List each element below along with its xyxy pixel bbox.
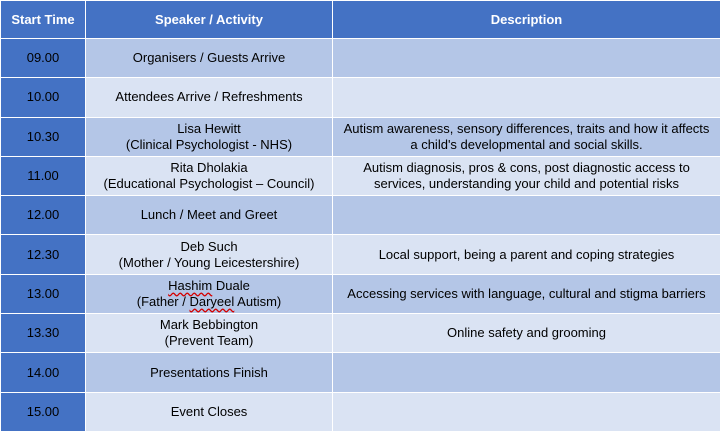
- description-cell: [333, 117, 720, 156]
- speaker-activity-cell: [86, 392, 333, 431]
- table-row: [1, 78, 720, 117]
- description-line: Online safety and grooming: [447, 325, 606, 341]
- speaker-activity-cell: [86, 314, 333, 353]
- start-time-cell: 10.30: [1, 117, 86, 156]
- start-time-cell: 12.30: [1, 235, 86, 274]
- header-start-time: Start Time: [1, 1, 86, 39]
- speaker-activity-cell: [86, 274, 333, 313]
- description-cell: [333, 235, 720, 274]
- description-cell: [333, 353, 720, 392]
- speaker-line: Hashim Duale: [168, 277, 250, 293]
- table-row: [1, 353, 720, 392]
- description-line: Accessing services with language, cultural and stigma barriers: [347, 285, 706, 301]
- speaker-line: (Prevent Team): [164, 333, 254, 349]
- start-time-cell: 12.00: [1, 196, 86, 235]
- description-cell: [333, 39, 720, 78]
- start-time-cell: 13.30: [1, 314, 86, 353]
- description-line: services, understanding your child and potential risks: [374, 176, 679, 192]
- table-row: [1, 156, 720, 195]
- start-time-cell: 14.00: [1, 353, 86, 392]
- table-row: [1, 235, 720, 274]
- table-row: [1, 196, 720, 235]
- schedule-body: [1, 39, 720, 432]
- speaker-line: Mark Bebbington: [159, 317, 259, 333]
- speaker-line: Deb Such: [180, 238, 238, 254]
- speaker-line: Lunch / Meet and Greet: [140, 207, 278, 223]
- table-row: [1, 117, 720, 156]
- spellcheck-mark: Hashim: [168, 277, 213, 293]
- speaker-line: (Father / Daryeel Autism): [136, 293, 282, 309]
- speaker-line: (Mother / Young Leicestershire): [118, 254, 300, 270]
- start-time-cell: 11.00: [1, 156, 86, 195]
- start-time-cell: 15.00: [1, 392, 86, 431]
- spellcheck-mark: Daryeel: [189, 293, 235, 309]
- speaker-line: (Clinical Psychologist - NHS): [125, 136, 293, 152]
- header-row: [1, 1, 720, 39]
- description-cell: [333, 274, 720, 313]
- speaker-line: (Educational Psychologist – Council): [103, 176, 315, 192]
- table-row: [1, 274, 720, 313]
- speaker-activity-cell: [86, 196, 333, 235]
- start-time-cell: 09.00: [1, 39, 86, 78]
- description-cell: [333, 314, 720, 353]
- speaker-line: Event Closes: [170, 403, 248, 419]
- speaker-activity-cell: [86, 117, 333, 156]
- header-description: Description: [333, 1, 720, 39]
- description-cell: [333, 392, 720, 431]
- description-line: Autism awareness, sensory differences, traits and how it affects: [343, 120, 710, 136]
- table-row: [1, 392, 720, 431]
- description-line: Autism diagnosis, pros & cons, post diagnostic access to: [363, 160, 690, 176]
- start-time-cell: 13.00: [1, 274, 86, 313]
- speaker-activity-cell: [86, 78, 333, 117]
- header-speaker-activity: Speaker / Activity: [86, 1, 333, 39]
- description-line: Local support, being a parent and coping strategies: [378, 246, 675, 262]
- speaker-activity-cell: [86, 156, 333, 195]
- speaker-activity-cell: [86, 39, 333, 78]
- table-row: [1, 314, 720, 353]
- speaker-line: Rita Dholakia: [170, 160, 248, 176]
- start-time-cell: 10.00: [1, 78, 86, 117]
- speaker-line: Attendees Arrive / Refreshments: [115, 89, 303, 105]
- speaker-line: Lisa Hewitt: [177, 120, 241, 136]
- description-line: a child's developmental and social skills.: [410, 136, 643, 152]
- description-cell: [333, 156, 720, 195]
- description-cell: [333, 78, 720, 117]
- speaker-activity-cell: [86, 353, 333, 392]
- speaker-activity-cell: [86, 235, 333, 274]
- description-cell: [333, 196, 720, 235]
- speaker-line: Presentations Finish: [150, 364, 268, 380]
- table-row: [1, 39, 720, 78]
- speaker-line: Organisers / Guests Arrive: [132, 50, 286, 66]
